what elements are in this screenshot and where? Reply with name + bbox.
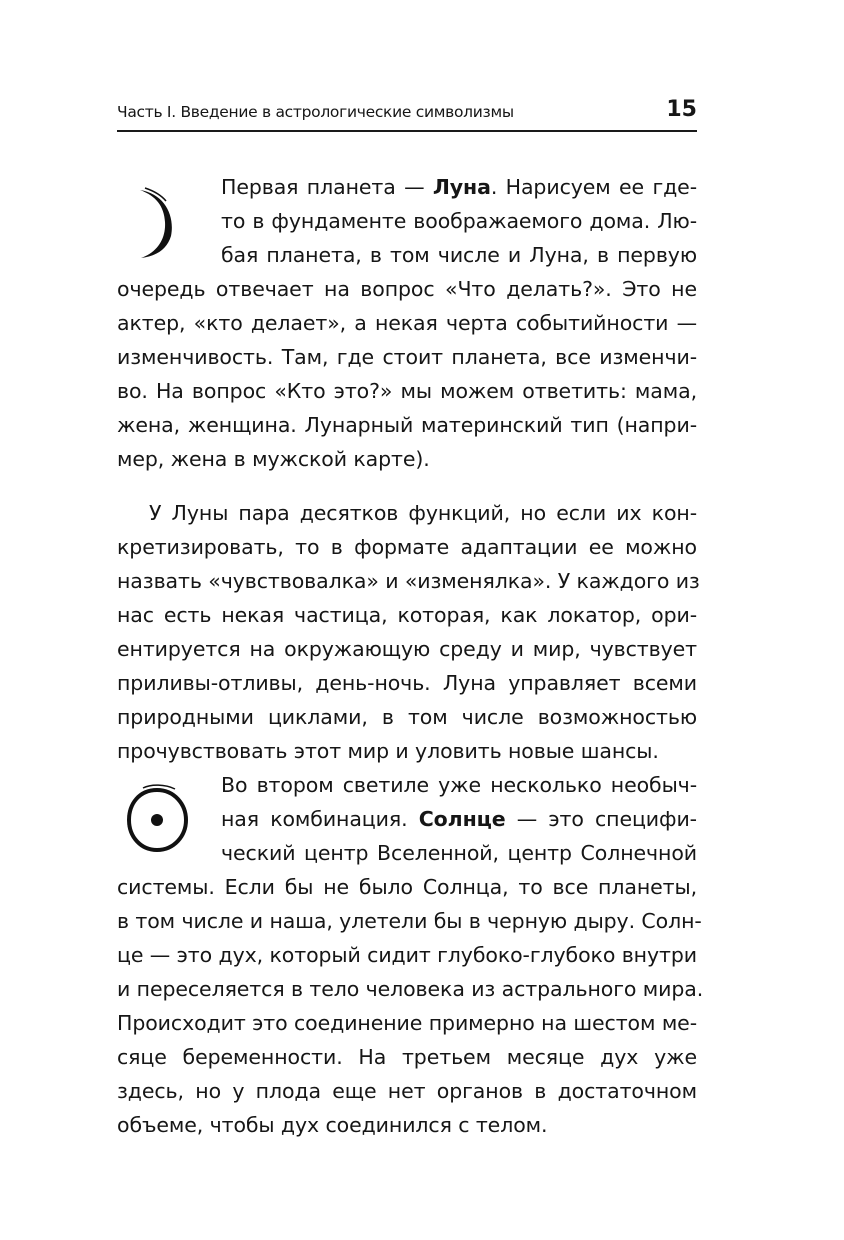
text-line: во. На вопрос «Кто это?» мы можем ответить: мама,	[117, 379, 697, 403]
text-line: мер, жена в мужской карте).	[117, 447, 430, 471]
text-line: природными циклами, в том числе возможностью	[117, 705, 697, 729]
paragraph-moon-functions	[117, 496, 700, 768]
text-line: ентируется на окружающую среду и мир, чувствует	[117, 637, 697, 661]
text-line: актер, «кто делает», а некая черта событийности —	[117, 311, 697, 335]
text-line: то в фундаменте воображаемого дома. Лю-	[221, 209, 697, 233]
emphasized-term: Луна	[432, 175, 491, 199]
sun-symbol	[117, 774, 221, 870]
text-line: У Луны пара десятков функций, но если их кон-	[149, 501, 697, 525]
text-line: сяце беременности. На третьем месяце дух уже	[117, 1045, 697, 1069]
text-line: системы. Если бы не было Солнца, то все планеты,	[117, 875, 697, 899]
text-line: Происходит это соединение примерно на шестом ме-	[117, 1011, 697, 1035]
text-line: назвать «чувствовалка» и «изменялка». У каждого из	[117, 569, 700, 593]
text-line: кретизировать, то в формате адаптации ее можно	[117, 535, 697, 559]
emphasized-term: Солнце	[418, 807, 506, 831]
text-line: це — это дух, который сидит глубоко-глубоко внутри	[117, 943, 697, 967]
text-line: приливы-отливы, день-ночь. Луна управляет всеми	[117, 671, 697, 695]
text-line: изменчивость. Там, где стоит планета, все изменчи-	[117, 345, 697, 369]
text-line: ная комбинация. Солнце — это специфи-	[221, 807, 697, 831]
text-line: жена, женщина. Лунарный материнский тип (напри-	[117, 413, 697, 437]
text-line: здесь, но у плода еще нет органов в достаточном	[117, 1079, 697, 1103]
sun-circle-dot-icon	[117, 774, 203, 870]
text-line: Первая планета — Луна. Нарисуем ее где-	[221, 175, 697, 199]
text-line: Во втором светиле уже несколько необыч-	[221, 773, 697, 797]
text-line: очередь отвечает на вопрос «Что делать?». Это не	[117, 277, 697, 301]
text-line: прочувствовать этот мир и уловить новые шансы.	[117, 739, 659, 763]
moon-crescent-icon	[117, 178, 197, 262]
text-line: нас есть некая частица, которая, как локатор, ори-	[117, 603, 697, 627]
moon-symbol	[117, 178, 221, 262]
text-line: объеме, чтобы дух соединился с телом.	[117, 1113, 548, 1137]
running-header	[117, 94, 697, 132]
text-line: ческий центр Вселенной, центр Солнечной	[221, 841, 697, 865]
text-line: в том числе и наша, улетели бы в черную дыру. Солн-	[117, 909, 702, 933]
text-line: и переселяется в тело человека из астрального мира.	[117, 977, 704, 1001]
body-text	[117, 170, 704, 1142]
text-line: бая планета, в том числе и Луна, в первую	[221, 243, 697, 267]
running-title: Часть I. Введение в астрологические символизмы	[117, 103, 514, 121]
page-number: 15	[666, 97, 697, 122]
